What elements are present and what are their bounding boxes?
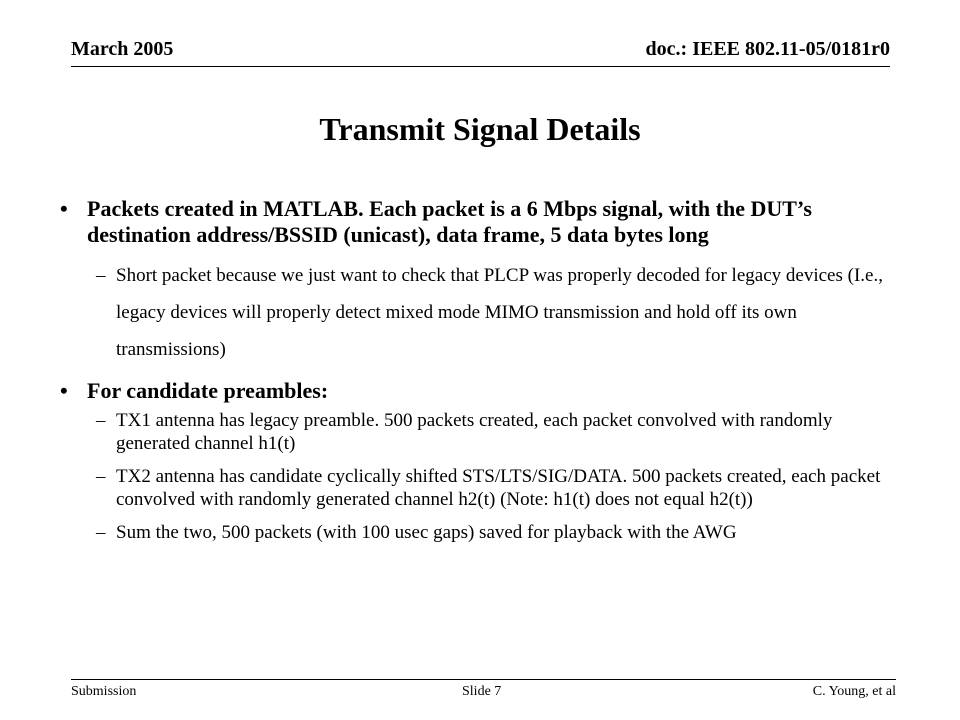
footer-slide-number: Slide 7 <box>462 684 502 699</box>
bullet-text: For candidate preambles: <box>87 378 329 403</box>
bullet-text: Packets created in MATLAB. Each packet is a 6 Mbps signal, with the DUT’s destination address/BSSID (unicast), data frame, 5 data bytes long <box>87 196 812 247</box>
header-doc-id: doc.: IEEE 802.11-05/0181r0 <box>645 38 890 60</box>
bullet-item <box>60 378 910 404</box>
bullet-mark: • <box>60 378 68 403</box>
slide-header <box>71 38 890 67</box>
bullet-mark: • <box>60 196 68 221</box>
sub-bullet-text: Short packet because we just want to check that PLCP was properly decoded for legacy devices (I.e., legacy devices will properly detect mixed mode MIMO transmission and hold off its own transmissions) <box>116 265 883 360</box>
sub-bullet-item <box>60 409 910 455</box>
header-date: March 2005 <box>71 38 174 60</box>
slide-title: Transmit Signal Details <box>319 111 641 147</box>
footer-author: C. Young, et al <box>812 684 896 699</box>
sub-bullet-mark: – <box>96 410 106 431</box>
bullet-item <box>60 196 910 248</box>
sub-bullet-text: TX2 antenna has candidate cyclically shifted STS/LTS/SIG/DATA. 500 packets created, each packet convolved with randomly generated channel h2(t) (Note: h1(t) does not equal h2(t)) <box>116 466 881 510</box>
sub-bullet-item <box>60 257 910 368</box>
slide-footer <box>71 679 896 702</box>
sub-bullet-mark: – <box>96 265 106 286</box>
sub-bullet-text: Sum the two, 500 packets (with 100 usec gaps) saved for playback with the AWG <box>116 522 737 543</box>
sub-bullet-item <box>60 465 910 511</box>
slide-body <box>60 196 910 544</box>
footer-submission: Submission <box>71 684 137 699</box>
sub-bullet-mark: – <box>96 522 106 543</box>
sub-bullet-text: TX1 antenna has legacy preamble. 500 packets created, each packet convolved with randomly generated channel h1(t) <box>116 410 833 454</box>
sub-bullet-mark: – <box>96 466 106 487</box>
sub-bullet-item <box>60 521 910 544</box>
